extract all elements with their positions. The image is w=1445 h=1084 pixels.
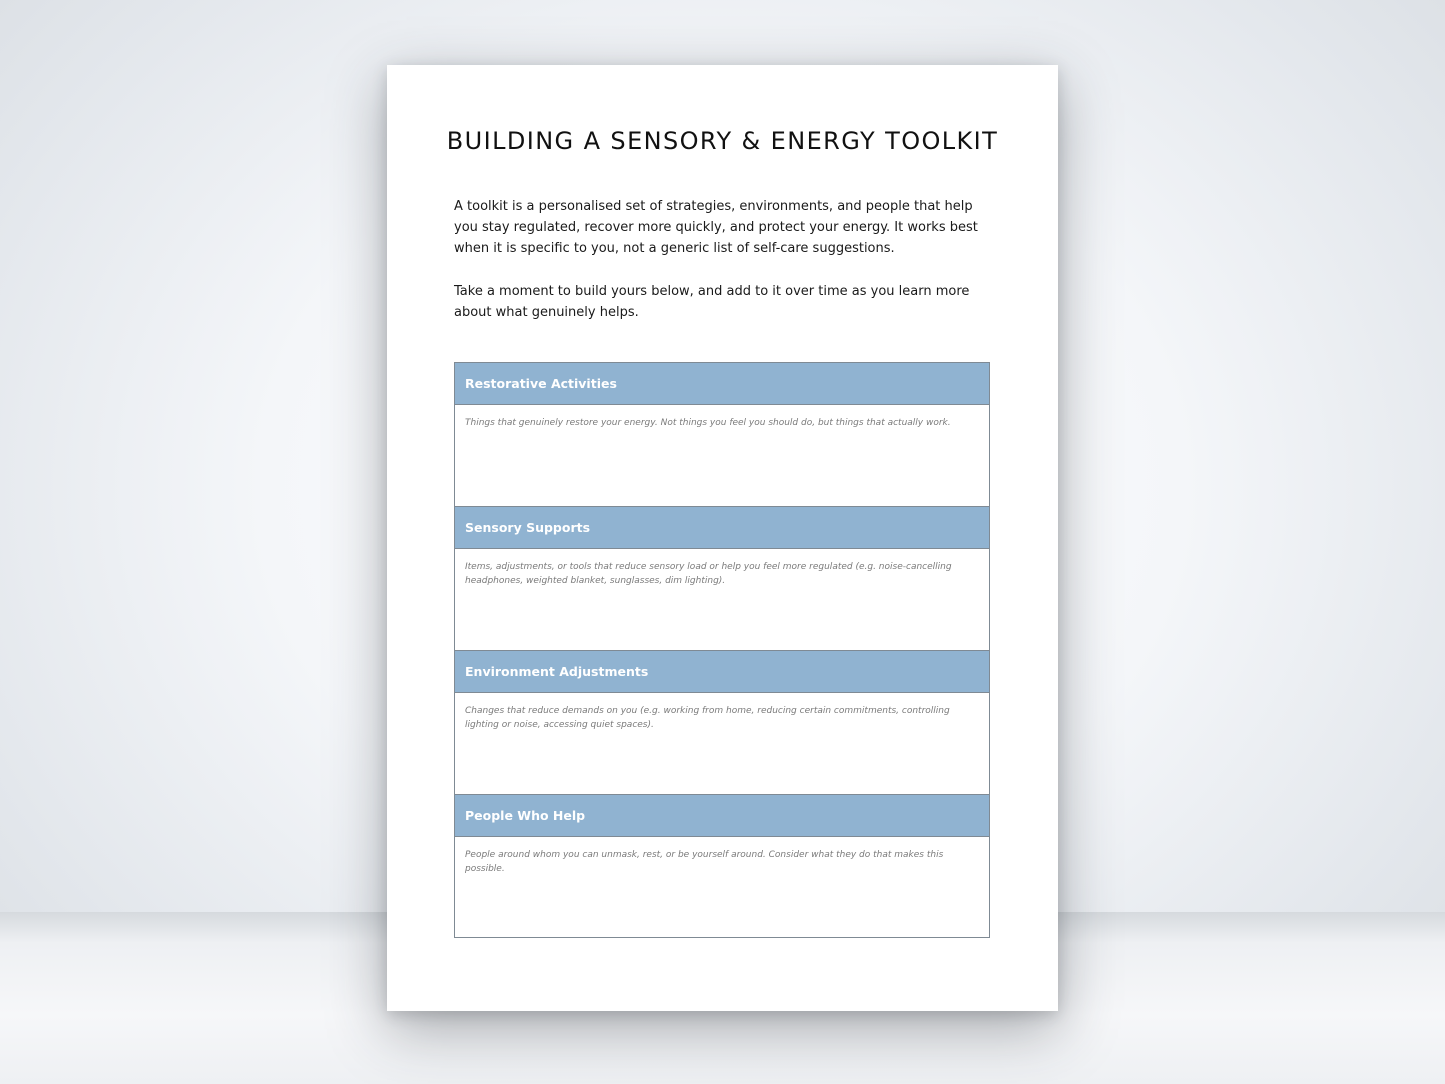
section-heading: Environment Adjustments bbox=[455, 651, 989, 693]
intro-text bbox=[454, 196, 994, 344]
worksheet-page bbox=[387, 65, 1058, 1011]
section-sensory-supports bbox=[455, 507, 989, 651]
section-writing-area[interactable] bbox=[455, 837, 989, 937]
section-environment-adjustments bbox=[455, 651, 989, 795]
section-writing-area[interactable] bbox=[455, 405, 989, 507]
section-heading: Restorative Activities bbox=[455, 363, 989, 405]
section-prompt: Things that genuinely restore your energy. Not things you feel you should do, but things that actually work. bbox=[465, 418, 951, 428]
section-heading: People Who Help bbox=[455, 795, 989, 837]
section-restorative-activities bbox=[455, 363, 989, 507]
section-heading: Sensory Supports bbox=[455, 507, 989, 549]
intro-paragraph: A toolkit is a personalised set of strategies, environments, and people that help you stay regulated, recover more quickly, and protect your energy. It works best when it is specific to you, not a generic list of self-care suggestions. bbox=[454, 199, 978, 257]
section-prompt: Items, adjustments, or tools that reduce sensory load or help you feel more regulated (e.g. noise-cancelling headphones, weighted blanket, sunglasses, dim lighting). bbox=[465, 562, 952, 586]
page-title: BUILDING A SENSORY & ENERGY TOOLKIT bbox=[446, 127, 999, 155]
section-writing-area[interactable] bbox=[455, 693, 989, 795]
toolkit-table bbox=[454, 362, 990, 938]
section-prompt: People around whom you can unmask, rest, or be yourself around. Consider what they do that makes this possible. bbox=[465, 850, 944, 874]
section-prompt: Changes that reduce demands on you (e.g. working from home, reducing certain commitments, controlling lighting or noise, accessing quiet spaces). bbox=[465, 706, 950, 730]
section-writing-area[interactable] bbox=[455, 549, 989, 651]
intro-paragraph: Take a moment to build yours below, and add to it over time as you learn more about what genuinely helps. bbox=[454, 283, 970, 320]
section-people-who-help bbox=[455, 795, 989, 937]
